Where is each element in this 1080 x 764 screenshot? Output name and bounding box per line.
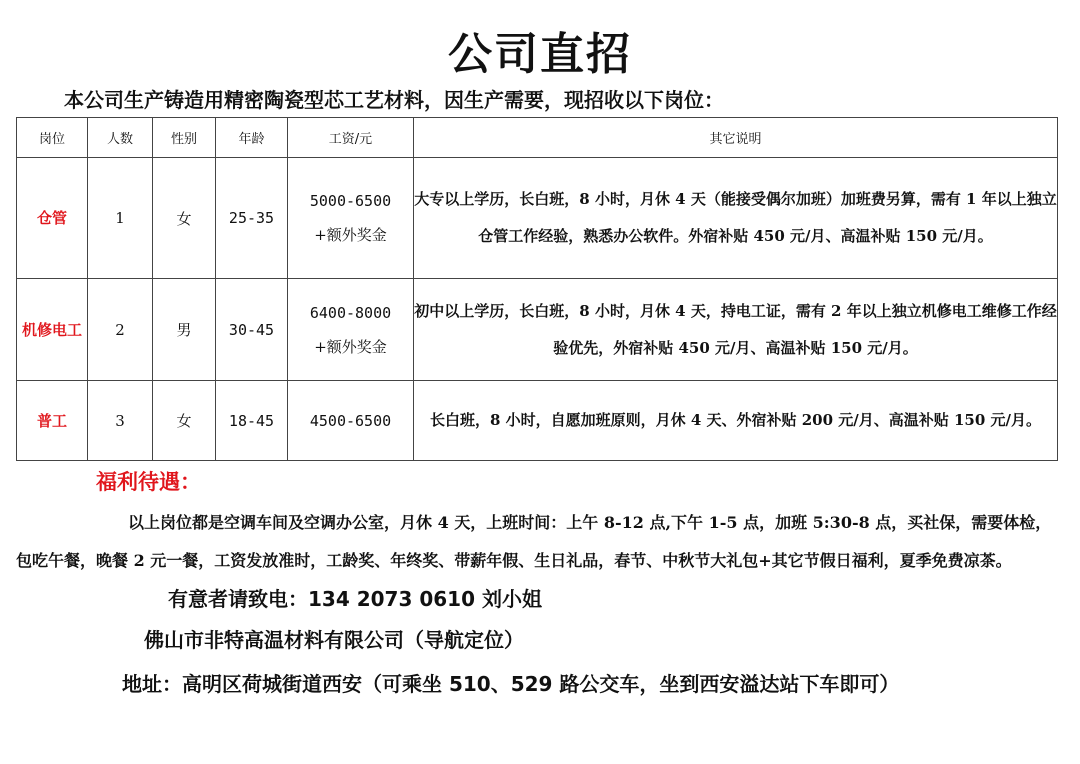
welfare-section: [16, 504, 1066, 620]
contact-info: 有意者请致电：134 2073 0610 刘小姐: [168, 587, 542, 611]
header-salary: 工资/元: [288, 118, 414, 158]
job-salary: 6400-8000: [309, 303, 392, 322]
job-gender: 女: [153, 381, 216, 461]
job-table: [16, 117, 1058, 461]
job-salary: 4500-6500: [309, 411, 392, 430]
job-age: 30-45: [216, 279, 288, 381]
job-description: 长白班，8 小时，自愿加班原则，月休 4 天、外宿补贴 200 元/月、高温补贴 150 元/月。: [414, 381, 1058, 461]
job-description: 初中以上学历，长白班，8 小时，月休 4 天，持电工证，需有 2 年以上独立机修电工维修工作经验优先，外宿补贴 450 元/月、高温补贴 150 元/月。: [414, 279, 1058, 381]
table-header-row: [17, 118, 1058, 158]
table-row: [17, 279, 1058, 381]
job-salary: 5000-6500: [309, 192, 392, 210]
header-description: 其它说明: [414, 118, 1058, 158]
company-name: 佛山市非特高温材料有限公司（导航定位）: [144, 628, 524, 652]
company-address: 地址：高明区荷城街道西安（可乘坐 510、529 路公交车，坐到西安溢达站下车即可）: [122, 672, 900, 696]
job-position: 机修电工: [17, 279, 88, 381]
table-row: [17, 381, 1058, 461]
intro-text: 本公司生产铸造用精密陶瓷型芯工艺材料，因生产需要，现招收以下岗位：: [64, 88, 724, 112]
job-salary-cell: [288, 158, 414, 279]
header-age: 年龄: [216, 118, 288, 158]
job-age: 18-45: [216, 381, 288, 461]
job-bonus: +额外奖金: [314, 226, 387, 244]
job-salary-cell: [288, 279, 414, 381]
job-position: 普工: [17, 381, 88, 461]
job-count: 1: [88, 158, 153, 279]
welfare-text: 以上岗位都是空调车间及空调办公室，月休 4 天，上班时间：上午 8-12 点,下午 1-5 点，加班 5:30-8 点，买社保，需要体检，包吃午餐，晚餐 2 元一餐，工资发放准时，工龄奖、年终奖、带薪年假、生日礼品，春节、中秋节大礼包+其它节假日福利，夏季免费凉茶。: [16, 513, 1052, 570]
header-gender: 性别: [153, 118, 216, 158]
job-salary-cell: [288, 381, 414, 461]
page-title: 公司直招: [448, 29, 632, 80]
job-count: 3: [88, 381, 153, 461]
job-count: 2: [88, 279, 153, 381]
job-bonus: +额外奖金: [314, 337, 387, 356]
job-gender: 女: [153, 158, 216, 279]
welfare-heading: 福利待遇：: [96, 470, 201, 494]
job-age: 25-35: [216, 158, 288, 279]
header-count: 人数: [88, 118, 153, 158]
header-position: 岗位: [17, 118, 88, 158]
table-row: [17, 158, 1058, 279]
job-description: 大专以上学历，长白班，8 小时，月休 4 天（能接受偶尔加班）加班费另算，需有 1 年以上独立仓管工作经验，熟悉办公软件。外宿补贴 450 元/月、高温补贴 150 元/月。: [414, 158, 1058, 279]
job-position: 仓管: [17, 158, 88, 279]
job-gender: 男: [153, 279, 216, 381]
